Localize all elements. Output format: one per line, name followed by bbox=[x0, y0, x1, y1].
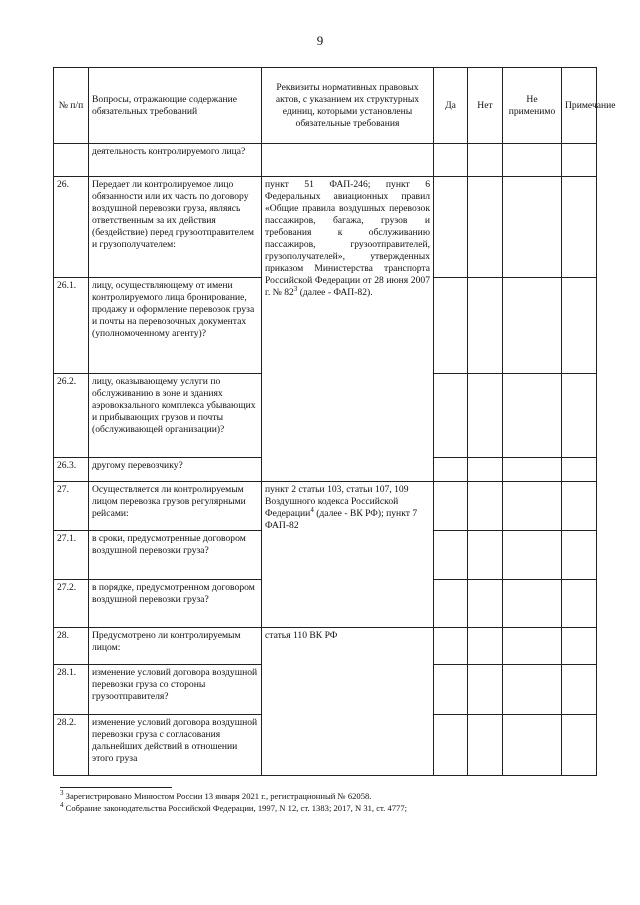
note-cell[interactable] bbox=[562, 628, 597, 665]
answer-na-cell[interactable] bbox=[503, 580, 562, 628]
answer-yes-cell[interactable] bbox=[434, 278, 468, 374]
answer-no-cell[interactable] bbox=[468, 482, 503, 531]
reference-text: статья 110 ВК РФ bbox=[265, 630, 338, 641]
note-cell[interactable] bbox=[562, 458, 597, 482]
footnotes bbox=[60, 790, 600, 814]
answer-yes-cell[interactable] bbox=[434, 715, 468, 776]
answer-na-cell[interactable] bbox=[503, 531, 562, 580]
answer-yes-cell[interactable] bbox=[434, 374, 468, 458]
table-row bbox=[54, 144, 597, 177]
row-question: в сроки, предусмотренные договором воздушной перевозки груза? bbox=[89, 531, 262, 580]
row-number: 28. bbox=[54, 628, 89, 665]
row-number bbox=[54, 144, 89, 177]
row-number: 28.2. bbox=[54, 715, 89, 776]
answer-no-cell[interactable] bbox=[468, 177, 503, 278]
table-row bbox=[54, 482, 597, 531]
header-question: Вопросы, отражающие содержание обязательных требований bbox=[89, 68, 262, 144]
row-number: 27. bbox=[54, 482, 89, 531]
row-question: деятельность контролируемого лица? bbox=[89, 144, 262, 177]
table-row bbox=[54, 177, 597, 278]
answer-yes-cell[interactable] bbox=[434, 580, 468, 628]
answer-no-cell[interactable] bbox=[468, 458, 503, 482]
row-number: 27.2. bbox=[54, 580, 89, 628]
answer-no-cell[interactable] bbox=[468, 531, 503, 580]
row-number: 26.3. bbox=[54, 458, 89, 482]
answer-no-cell[interactable] bbox=[468, 715, 503, 776]
reference-tail: (далее - ФАП-82). bbox=[297, 287, 373, 298]
row-question: другому перевозчику? bbox=[89, 458, 262, 482]
answer-na-cell[interactable] bbox=[503, 458, 562, 482]
header-no: Нет bbox=[468, 68, 503, 144]
answer-na-cell[interactable] bbox=[503, 482, 562, 531]
row-number: 26.2. bbox=[54, 374, 89, 458]
note-cell[interactable] bbox=[562, 665, 597, 715]
row-question: лицу, оказывающему услуги по обслуживанию в зоне и зданиях аэровокзального комплекса убывающих и прибывающих грузов и почты (обслуживающей организации)? bbox=[89, 374, 262, 458]
footnote-mark: 4 bbox=[60, 801, 64, 810]
row-reference bbox=[262, 144, 434, 177]
answer-yes-cell[interactable] bbox=[434, 482, 468, 531]
note-cell[interactable] bbox=[562, 374, 597, 458]
note-cell[interactable] bbox=[562, 278, 597, 374]
answer-no-cell[interactable] bbox=[468, 374, 503, 458]
header-note: Примечание bbox=[562, 68, 597, 144]
row-question: изменение условий договора воздушной перевозки груза с согласования дальнейших действий в отношении этого груза bbox=[89, 715, 262, 776]
reference-text: пункт 2 статьи 103, статьи 107, 109 Воздушного кодекса Российской Федерации bbox=[265, 484, 409, 519]
note-cell[interactable] bbox=[562, 580, 597, 628]
answer-na-cell[interactable] bbox=[503, 628, 562, 665]
page-number: 9 bbox=[316, 33, 324, 48]
footnote-divider bbox=[60, 787, 172, 788]
table-row bbox=[54, 628, 597, 665]
header-not-applicable: Не применимо bbox=[503, 68, 562, 144]
answer-na-cell[interactable] bbox=[503, 177, 562, 278]
row-question: в порядке, предусмотренном договором воздушной перевозки груза? bbox=[89, 580, 262, 628]
note-cell[interactable] bbox=[562, 177, 597, 278]
footnote-marker: 3 bbox=[293, 284, 298, 293]
footnote-text: Собрание законодательства Российской Федерации, 1997, N 12, ст. 1383; 2017, N 31, ст. 4777; bbox=[63, 803, 408, 813]
row-number: 28.1. bbox=[54, 665, 89, 715]
answer-no-cell[interactable] bbox=[468, 665, 503, 715]
answer-na-cell[interactable] bbox=[503, 278, 562, 374]
header-yes: Да bbox=[434, 68, 468, 144]
answer-na-cell[interactable] bbox=[503, 374, 562, 458]
row-number: 26.1. bbox=[54, 278, 89, 374]
answer-na-cell[interactable] bbox=[503, 144, 562, 177]
answer-na-cell[interactable] bbox=[503, 665, 562, 715]
note-cell[interactable] bbox=[562, 531, 597, 580]
answer-no-cell[interactable] bbox=[468, 628, 503, 665]
row-reference bbox=[262, 482, 434, 628]
checklist-table bbox=[53, 67, 616, 776]
answer-na-cell[interactable] bbox=[503, 715, 562, 776]
header-reference: Реквизиты нормативных правовых актов, с указанием их структурных единиц, которыми установлены обязательные требования bbox=[262, 68, 434, 144]
answer-yes-cell[interactable] bbox=[434, 665, 468, 715]
answer-no-cell[interactable] bbox=[468, 278, 503, 374]
reference-tail: (далее - ВК РФ); пункт 7 ФАП-82 bbox=[265, 508, 418, 531]
row-number: 26. bbox=[54, 177, 89, 278]
answer-yes-cell[interactable] bbox=[434, 531, 468, 580]
note-cell[interactable] bbox=[562, 482, 597, 531]
row-question: Осуществляется ли контролируемым лицом перевозка грузов регулярными рейсами: bbox=[89, 482, 262, 531]
row-reference bbox=[262, 177, 434, 482]
answer-yes-cell[interactable] bbox=[434, 177, 468, 278]
footnote bbox=[60, 790, 600, 802]
note-cell[interactable] bbox=[562, 144, 597, 177]
table-header-row bbox=[54, 68, 597, 144]
answer-yes-cell[interactable] bbox=[434, 144, 468, 177]
reference-text: пункт 51 ФАП-246; пункт 6 Федеральных авиационных правил «Общие правила воздушных перевозок пассажиров, багажа, грузов и требования к обслуживанию пассажиров, грузоотправителей, грузополучателей», утвержденных приказом Министерства транспорта Российской Федерации от 28 июня 2007 г. № 82 bbox=[265, 179, 430, 298]
footnote-marker: 4 bbox=[310, 505, 314, 514]
header-number: № п/п bbox=[54, 68, 89, 144]
answer-yes-cell[interactable] bbox=[434, 458, 468, 482]
footnote bbox=[60, 802, 600, 814]
row-question: Предусмотрено ли контролируемым лицом: bbox=[89, 628, 262, 665]
footnote-text: Зарегистрировано Минюстом России 13 января 2021 г., регистрационный № 62058. bbox=[63, 791, 372, 801]
row-question: лицу, осуществляющему от имени контролируемого лица бронирование, продажу и оформление перевозок груза и почты на перевозочных документах (уполномоченному агенту)? bbox=[89, 278, 262, 374]
answer-no-cell[interactable] bbox=[468, 144, 503, 177]
note-cell[interactable] bbox=[562, 715, 597, 776]
answer-yes-cell[interactable] bbox=[434, 628, 468, 665]
row-question: Передает ли контролируемое лицо обязанности или их часть по договору воздушной перевозки груза, являясь ответственным за их действия (бездействие) перед грузоотправителем и грузополучателем: bbox=[89, 177, 262, 278]
answer-no-cell[interactable] bbox=[468, 580, 503, 628]
row-question: изменение условий договора воздушной перевозки груза со стороны грузоотправителя? bbox=[89, 665, 262, 715]
footnote-mark: 3 bbox=[60, 789, 64, 798]
row-number: 27.1. bbox=[54, 531, 89, 580]
row-reference bbox=[262, 628, 434, 776]
